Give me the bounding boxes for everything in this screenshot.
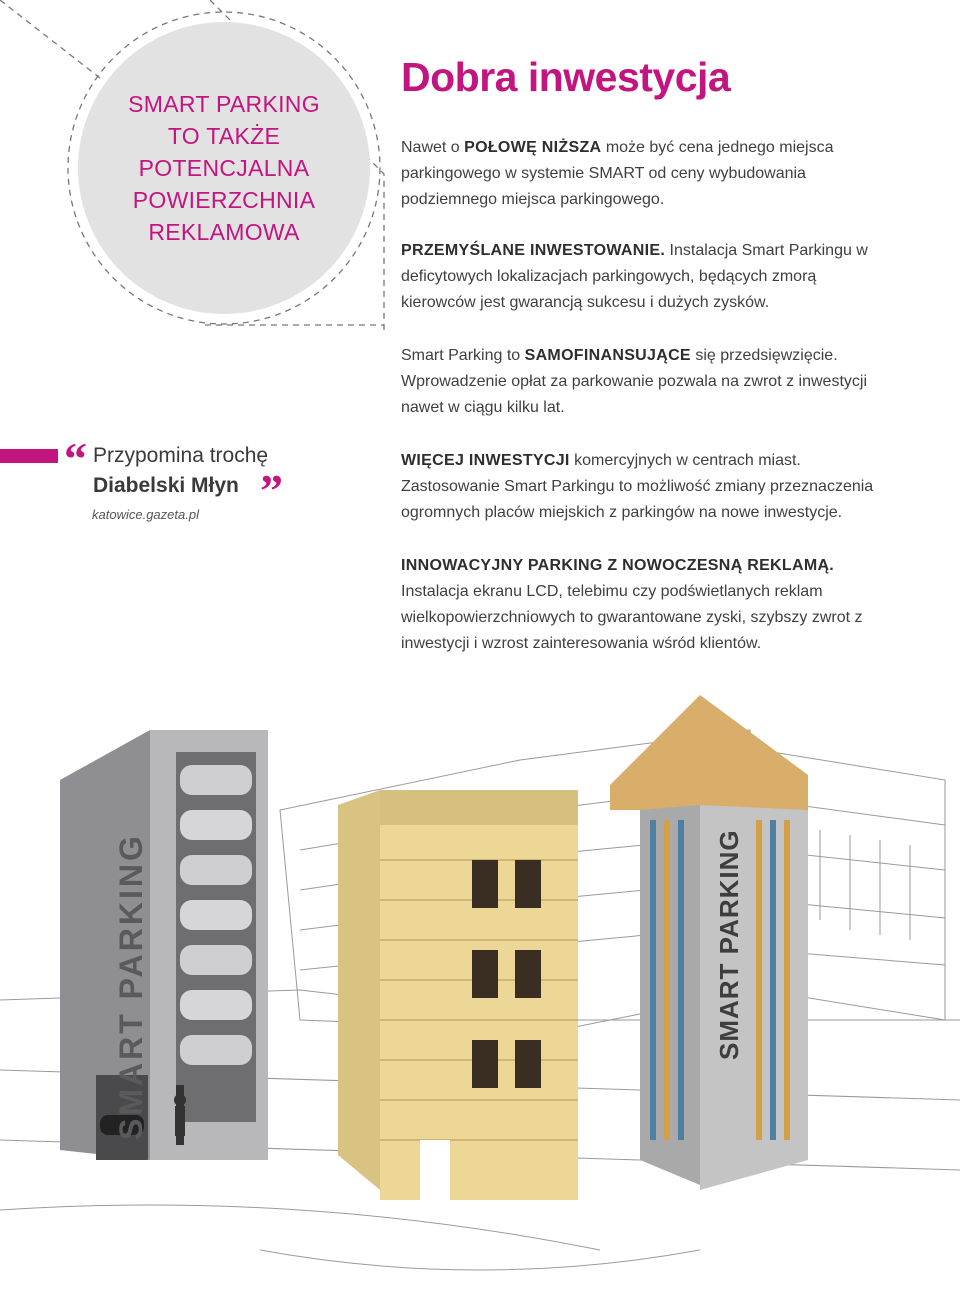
person-figure: [174, 1094, 186, 1136]
advertising-callout-circle: [78, 22, 370, 314]
page-title: Dobra inwestycja: [401, 54, 731, 100]
right-tower-label: SMART PARKING: [714, 829, 744, 1060]
paragraph-more-investments: [401, 448, 893, 526]
callout-line: SMART PARKING: [128, 91, 320, 117]
callout-text: [128, 88, 320, 248]
paragraph-innovative-advertising: [401, 553, 893, 657]
left-tower-label: SMART PARKING: [113, 833, 149, 1140]
paragraph-self-financing: [401, 343, 893, 421]
paragraph-emphasis: INNOWACYJNY PARKING Z NOWOCZESNĄ REKLAMĄ.: [401, 557, 835, 574]
paragraph-text: może być cena jednego miejsca parkingowego w systemie SMART od ceny wybudowania podziemnego miejsca parkingowego.: [401, 139, 834, 208]
quote-line-1: Przypomina trochę: [93, 444, 269, 467]
open-quote-icon: “: [64, 433, 87, 484]
paragraph-emphasis: PRZEMYŚLANE INWESTOWANIE.: [401, 242, 666, 259]
left-parking-tower: [60, 730, 268, 1160]
callout-line: REKLAMOWA: [148, 219, 300, 245]
paragraph-text: Instalacja ekranu LCD, telebimu czy podświetlanych reklam wielkopowierzchniowych to gwarantowane zyski, szybszy zwrot z inwestycji i wzrost zainteresowania wśród klientów.: [401, 583, 863, 652]
callout-line: POTENCJALNA: [138, 155, 310, 181]
paragraph-smart-investing: [401, 238, 893, 316]
paragraph-text: Nawet o: [401, 139, 465, 156]
parking-towers-illustration: [0, 690, 960, 1315]
quote-line-2: Diabelski Młyn: [93, 474, 239, 497]
paragraph-half-price: [401, 135, 893, 213]
paragraph-text: Smart Parking to: [401, 347, 525, 364]
quote-source: katowice.gazeta.pl: [92, 507, 199, 522]
paragraph-text: Instalacja Smart Parkingu w deficytowych lokalizacjach parkingowych, będących zmorą kierowców jest gwarancją sukcesu i dużych zysków.: [401, 242, 868, 311]
paragraph-text: się przedsięwzięcie. Wprowadzenie opłat za parkowanie pozwala na zwrot z inwestycji nawet w ciągu kilku lat.: [401, 347, 867, 416]
paragraph-emphasis: POŁOWĘ NIŻSZA: [464, 139, 602, 156]
callout-line: POWIERZCHNIA: [132, 187, 316, 213]
paragraph-emphasis: WIĘCEJ INWESTYCJI: [401, 452, 570, 469]
middle-parking-tower: [338, 790, 578, 1200]
paragraph-text: komercyjnych w centrach miast. Zastosowanie Smart Parkingu to możliwość zmiany przeznaczenia ogromnych placów miejskich z parkingów na nowe inwestycje.: [401, 452, 874, 521]
paragraph-emphasis: SAMOFINANSUJĄCE: [524, 347, 691, 364]
callout-line: TO TAKŻE: [167, 123, 281, 149]
quote-accent-bar: [0, 449, 58, 463]
close-quote-icon: ”: [260, 465, 283, 516]
right-parking-tower: [610, 695, 808, 1190]
